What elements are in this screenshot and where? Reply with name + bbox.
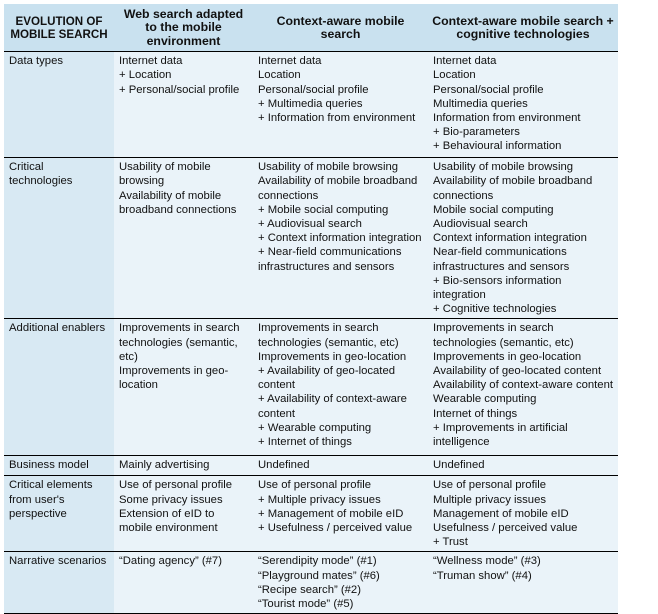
cell-line: Mainly advertising (119, 459, 210, 472)
cell-line: Management of mobile eID (433, 507, 569, 520)
cell-line: Availability of mobile broadband connections (258, 175, 418, 202)
table-cell (114, 456, 253, 476)
table-row (4, 456, 618, 476)
cell-line: Improvements in search technologies (semantic, etc) (433, 322, 574, 349)
table-row (4, 158, 618, 319)
cell-line: Internet data (258, 55, 322, 68)
table-cell (114, 52, 253, 158)
cell-line: Wearable computing (433, 393, 537, 406)
table-cell (253, 158, 428, 319)
cell-line: Audiovisual search (433, 218, 528, 231)
cell-line: Improvements in search technologies (semantic, etc) (119, 322, 240, 363)
row-label: Critical elements from user's perspective (4, 476, 114, 552)
cell-line: Information from environment (433, 112, 581, 125)
cell-line: + Trust (433, 536, 468, 549)
cell-line: + Multiple privacy issues (258, 493, 381, 506)
cell-line: + Mobile social computing (258, 203, 389, 216)
cell-line: + Availability of geo-located content (258, 365, 396, 392)
row-label: Narrative scenarios (4, 552, 114, 614)
cell-line: + Near-field communications infrastructures and sensors (258, 246, 402, 273)
table-cell (253, 319, 428, 456)
cell-line: Use of personal profile (433, 479, 547, 492)
cell-line: Availability of mobile broadband connections (433, 175, 593, 202)
table-cell (428, 476, 618, 552)
cell-line: “Dating agency” (#7) (119, 555, 222, 568)
table-cell (253, 476, 428, 552)
table-cell (253, 52, 428, 158)
table-cell (428, 456, 618, 476)
table-cell (428, 552, 618, 614)
cell-line: Usability of mobile browsing (433, 161, 574, 174)
table-cell (114, 158, 253, 319)
cell-line: Usability of mobile browsing (119, 161, 211, 188)
cell-line: + Internet of things (258, 436, 352, 449)
cell-line: Personal/social profile (433, 83, 544, 96)
comparison-table-container (4, 4, 618, 614)
cell-line: Internet of things (433, 407, 518, 420)
table-row (4, 552, 618, 614)
row-label: Business model (4, 456, 114, 476)
cell-line: + Personal/social profile (119, 83, 240, 96)
cell-line: + Bio-sensors information integration (433, 274, 562, 302)
cell-line: Availability of geo-located content (433, 365, 602, 378)
cell-line: + Bio-parameters (433, 126, 520, 139)
cell-line: Location (258, 69, 301, 82)
cell-line: Availability of mobile broadband connections (119, 189, 237, 216)
evolution-of-mobile-search-table (4, 4, 618, 614)
cell-line: Use of personal profile (258, 479, 372, 492)
table-row (4, 52, 618, 158)
header-cognitive: Context-aware mobile search + cognitive technologies (428, 4, 618, 52)
cell-line: Improvements in geo-location (119, 365, 229, 392)
cell-line: + Information from environment (258, 112, 416, 125)
table-cell (428, 158, 618, 319)
table-body (4, 52, 618, 614)
table-cell (253, 456, 428, 476)
cell-line: + Behavioural information (433, 140, 562, 153)
cell-line: Undefined (433, 459, 485, 472)
cell-line: Context information integration (433, 232, 587, 245)
header-row (4, 4, 618, 52)
cell-line: Undefined (258, 459, 310, 472)
cell-line: + Wearable computing (258, 421, 372, 434)
cell-line: Multiple privacy issues (433, 493, 547, 506)
header-web-search: Web search adapted to the mobile environment (114, 4, 253, 52)
table-row (4, 476, 618, 552)
cell-line: + Cognitive technologies (433, 303, 557, 316)
cell-line: Near-field communications infrastructures and sensors (433, 246, 570, 273)
row-label: Data types (4, 52, 114, 158)
cell-line: Availability of context-aware content (433, 379, 614, 392)
row-label: Additional enablers (4, 319, 114, 456)
cell-line: “Serendipity mode” (#1) (258, 555, 377, 568)
table-row (4, 319, 618, 456)
table-cell (114, 476, 253, 552)
cell-line: “Wellness mode” (#3) (433, 555, 541, 568)
header-context-aware: Context-aware mobile search (253, 4, 428, 52)
cell-line: + Location (119, 69, 172, 82)
cell-line: Usability of mobile browsing (258, 161, 399, 174)
cell-line: Mobile social computing (433, 203, 554, 216)
table-cell (428, 319, 618, 456)
cell-line: + Usefulness / perceived value (258, 522, 413, 535)
cell-line: “Recipe search” (#2) (258, 583, 361, 596)
cell-line: “Playground mates” (#6) (258, 569, 380, 582)
cell-line: Internet data (119, 55, 183, 68)
cell-line: “Tourist mode” (#5) (258, 598, 354, 611)
cell-line: Location (433, 69, 476, 82)
cell-line: Usefulness / perceived value (433, 522, 578, 535)
table-cell (253, 552, 428, 614)
cell-line: + Availability of context-aware content (258, 393, 407, 420)
cell-line: “Truman show” (#4) (433, 569, 532, 582)
cell-line: + Improvements in artificial intelligence (433, 421, 568, 449)
cell-line: Personal/social profile (258, 83, 369, 96)
cell-line: Internet data (433, 55, 497, 68)
table-cell (114, 319, 253, 456)
cell-line: + Multimedia queries (258, 97, 363, 110)
cell-line: Use of personal profile (119, 479, 233, 492)
table-cell (428, 52, 618, 158)
cell-line: Extension of eID to mobile environment (119, 507, 218, 535)
cell-line: + Audiovisual search (258, 218, 362, 231)
cell-line: Improvements in geo-location (433, 350, 582, 363)
cell-line: + Context information integration (258, 232, 422, 245)
cell-line: Multimedia queries (433, 97, 528, 110)
row-label: Critical technologies (4, 158, 114, 319)
cell-line: Improvements in search technologies (semantic, etc) (258, 322, 399, 349)
cell-line: + Management of mobile eID (258, 507, 404, 520)
cell-line: Some privacy issues (119, 493, 223, 506)
cell-line: Improvements in geo-location (258, 350, 407, 363)
table-cell (114, 552, 253, 614)
header-evolution: EVOLUTION OF MOBILE SEARCH (4, 4, 114, 52)
